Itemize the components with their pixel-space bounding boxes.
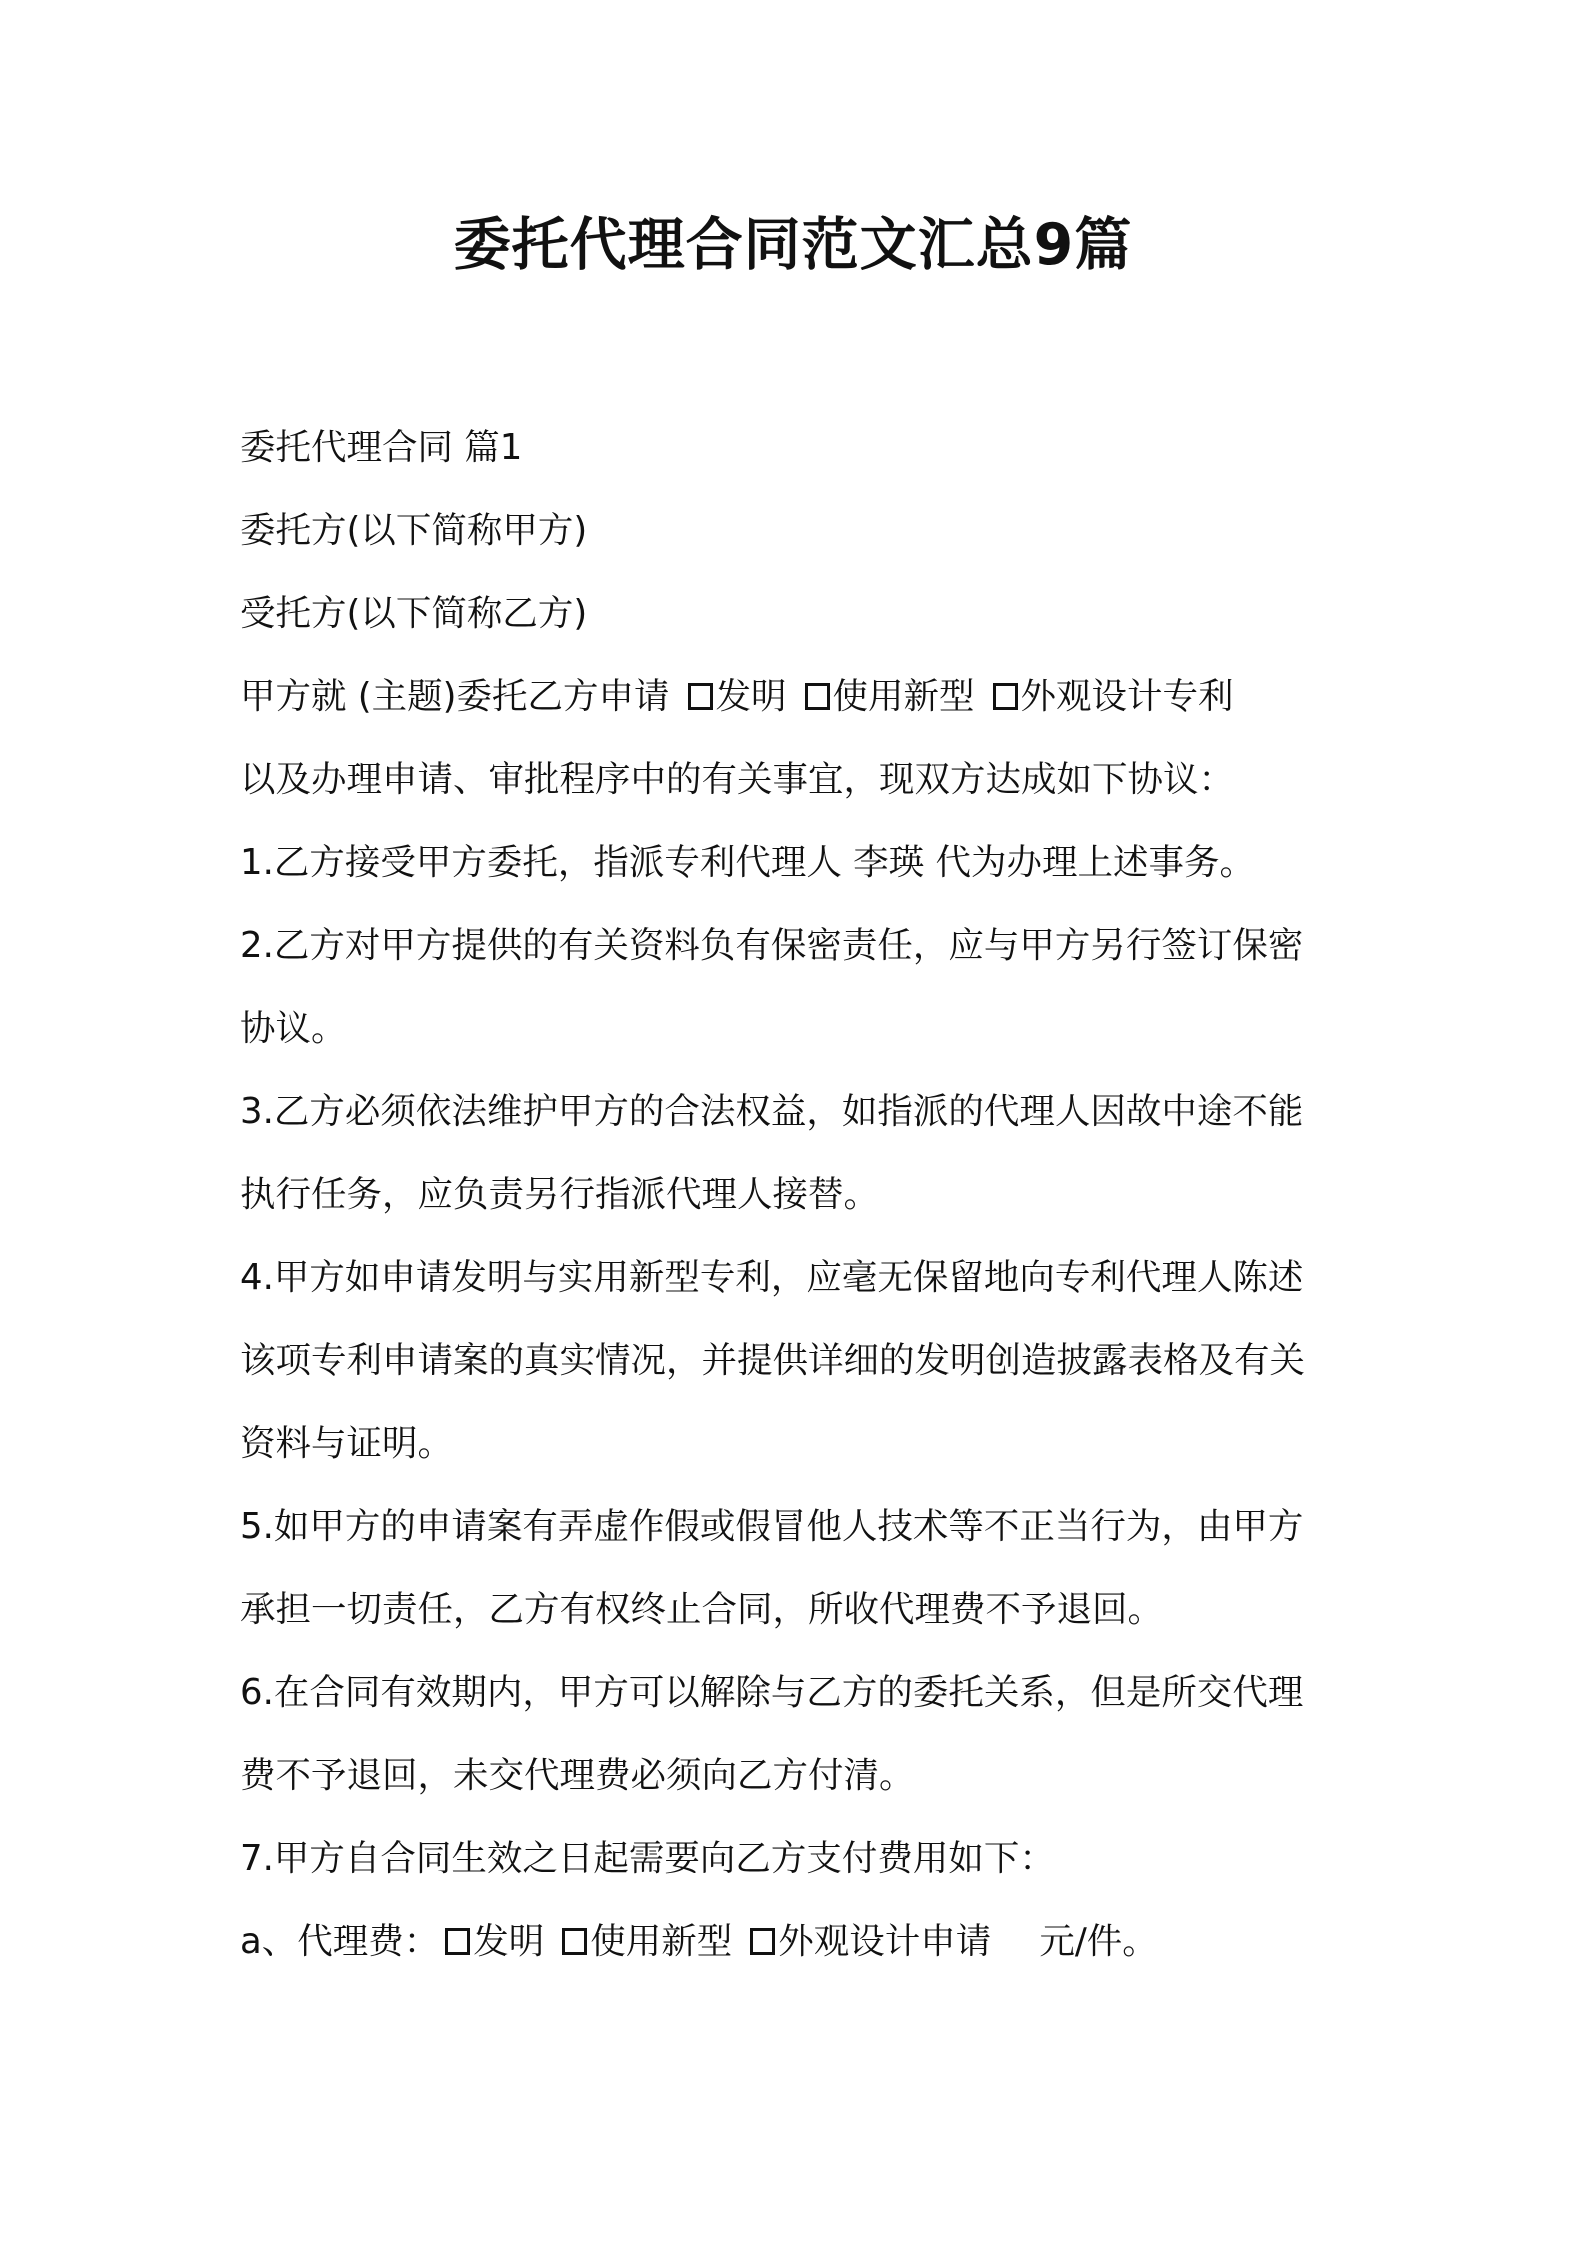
checkbox-label: 使用新型 [832, 676, 975, 717]
checkbox-design-fee[interactable] [750, 1928, 775, 1955]
section-heading: 委托代理合同 篇1 [240, 427, 523, 468]
paragraph-line: 6.在合同有效期内，甲方可以解除与乙方的委托关系，但是所交代理 [240, 1672, 1304, 1713]
paragraph-line: 7.甲方自合同生效之日起需要向乙方支付费用如下： [240, 1838, 1055, 1879]
checkbox-invention[interactable] [688, 683, 713, 710]
checkbox-design-patent[interactable] [993, 683, 1018, 710]
checkbox-invention-fee[interactable] [445, 1928, 470, 1955]
line-text: 甲方就 (主题)委托乙方申请 [240, 676, 670, 717]
line-text: a、代理费： [240, 1921, 440, 1962]
checkbox-label: 外观设计申请 [778, 1921, 992, 1962]
paragraph-line: 3.乙方必须依法维护甲方的合法权益，如指派的代理人因故中途不能 [240, 1091, 1304, 1132]
paragraph-line: 承担一切责任，乙方有权终止合同，所收代理费不予退回。 [240, 1589, 1164, 1630]
paragraph-line: 受托方(以下简称乙方) [240, 593, 588, 634]
document-title: 委托代理合同范文汇总9篇 [453, 212, 1133, 278]
paragraph-line-with-checkboxes [240, 1900, 1360, 1983]
checkbox-utility-model[interactable] [805, 683, 830, 710]
paragraph-line: 以及办理申请、审批程序中的有关事宜，现双方达成如下协议： [240, 759, 1235, 800]
checkbox-label: 发明 [473, 1921, 545, 1962]
paragraph-line: 执行任务，应负责另行指派代理人接替。 [240, 1174, 880, 1215]
paragraph-line: 1.乙方接受甲方委托，指派专利代理人 李瑛 代为办理上述事务。 [240, 842, 1255, 883]
paragraph-line: 该项专利申请案的真实情况，并提供详细的发明创造披露表格及有关 [240, 1340, 1306, 1381]
checkbox-label: 外观设计专利 [1020, 676, 1234, 717]
paragraph-line: 费不予退回，未交代理费必须向乙方付清。 [240, 1755, 915, 1796]
checkbox-utility-model-fee[interactable] [562, 1928, 587, 1955]
paragraph-line: 5.如甲方的申请案有弄虚作假或假冒他人技术等不正当行为，由甲方 [240, 1506, 1304, 1547]
paragraph-line: 资料与证明。 [240, 1423, 454, 1464]
paragraph-line: 2.乙方对甲方提供的有关资料负有保密责任，应与甲方另行签订保密 [240, 925, 1304, 966]
paragraph-line: 委托方(以下简称甲方) [240, 510, 588, 551]
paragraph-line: 4.甲方如申请发明与实用新型专利，应毫无保留地向专利代理人陈述 [240, 1257, 1304, 1298]
line-text: 元/件。 [1039, 1921, 1158, 1962]
checkbox-label: 使用新型 [590, 1921, 733, 1962]
paragraph-line: 协议。 [240, 1008, 347, 1049]
checkbox-label: 发明 [715, 676, 787, 717]
paragraph-line-with-checkboxes [240, 655, 1360, 738]
document-body [240, 406, 1360, 1983]
